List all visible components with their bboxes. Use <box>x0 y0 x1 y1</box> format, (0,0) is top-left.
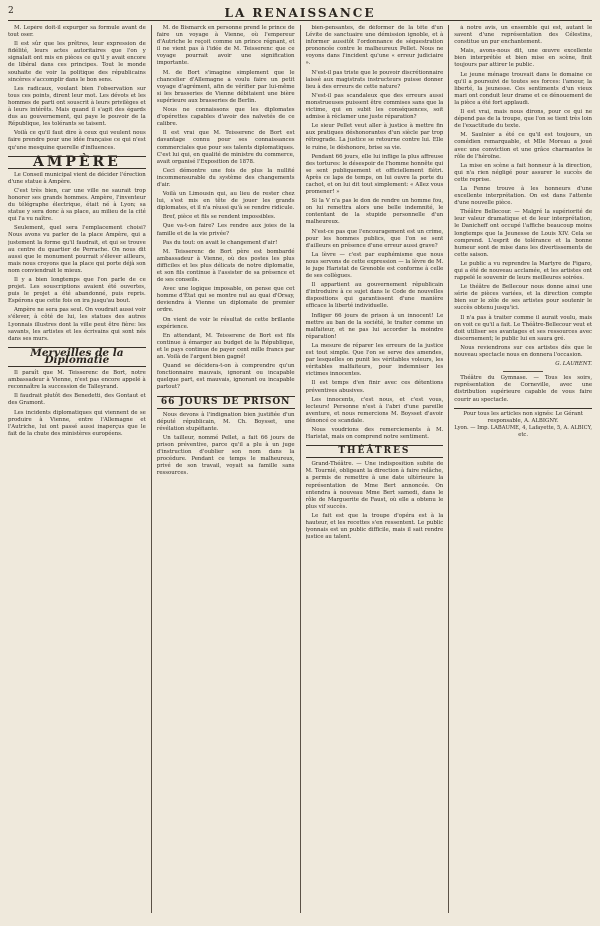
article-text: Il est vrai que M. Teisserenc de Bort est davantage connu pour ses connaissances commerciales que pour ses talents diplomatiques. C'est lui qui, en qualité de ministre du commerce, avait organisé l'Exposition de 1878. <box>156 130 295 165</box>
column-divider <box>300 25 301 913</box>
article-text: Voilà un Limousin qui, au lieu de rester chez lui, s'est mis en tête de jouer les grands diplomates, et il n'a réussi qu'à se rendre ridicule. <box>156 191 295 212</box>
article-text: Il paraît que M. Teisserenc de Bort, notre ambassadeur à Vienne, n'est pas encore appelé à reconnaître la succession de Talleyrand. <box>8 370 146 391</box>
article-text: Si la V n'a pas le don de rendre un homme fou, on lui remettra alors une belle indemnité, le contentant de la stupide personnelle d'un malheureux. <box>305 198 444 226</box>
article-text: à notre avis, un ensemble qui est, autant le savent d'une représentation des Célestins, constitue un pur enchantement. <box>454 25 593 46</box>
article-text: Avec une logique imposable, on pense que cet homme d'État qui se montre nul au quai d'Orsay, deviendra à Vienne un diplomate de premier ordre. <box>156 286 295 314</box>
article-text: La Fenne trouve à les honneurs d'une excellente interprétation. On est dans l'attente d'une nouvelle pièce. <box>454 185 593 207</box>
article-text: Il y a bien longtemps que l'on parle de ce projet. Les souscriptions avaient été ouvertes, puis le projet a été abandonné, puis repris. Espérons que cette fois on ira jusqu'au bout. <box>8 277 146 305</box>
article-text: Que va-t-on faire? Les rendre aux joies de la famille et de la vie privée? <box>156 223 295 237</box>
column-divider <box>151 25 152 913</box>
article-text: Pendant 66 jours, elle lui inflige la plus affreuse des tortures: le désespoir de l'homme honnête qui se sent publiquement et officiellement flétri. Après ce laps de temps, on lui ouvre la porte du cachot, et on lui dit tout simplement: « Allez vous promener! » <box>305 153 444 196</box>
article-text: Le fait est que la troupe d'opéra est à la hauteur, et les recettes s'en ressentent. Le public lyonnais est un public difficile, mais il sait rendre justice au talent. <box>305 512 444 541</box>
article-text: Pas du tout: on avait le changement d'air! <box>162 239 278 246</box>
article-text: Les innocents, c'est nous, et c'est vous, lecteurs! Personne n'est à l'abri d'une pareille aventure, et nous remercions M. Boysset d'avoir dénoncé ce scandale. <box>305 396 444 424</box>
column-4 <box>454 25 592 913</box>
article-text: Grand-Théâtre. — Une indisposition subite de M. Tournié, obligeant la direction à faire relâche, a permis de remettre à une date ultérieure la représentation de Mme Bert annoncée. On entendra à nouveau Mme Bert samedi, dans le rôle de Marguerite de Faust, où elle a obtenu le plus vif succès. <box>305 461 444 510</box>
article-text: N'est-il pas triste que le pouvoir discrétionnaire laissé aux magistrats instructeurs puisse donner lieu à des erreurs de cette nature? <box>305 69 444 90</box>
article-text: Ceci démontre une fois de plus la nullité incommensurable du système des changements d'air. <box>156 167 295 188</box>
column-1 <box>8 25 146 913</box>
article-text: C'est très bien, car une ville ne saurait trop honorer ses grands hommes. Ampère, l'inventeur du télégraphe électrique, était né à Lyon; sa statue y sera donc à sa place, au milieu de la cité qui l'a vu naître. <box>8 187 146 223</box>
article-text: Le Conseil municipal vient de décider l'érection d'une statue à Ampère. <box>8 171 146 185</box>
article-text: La mise en scène a fait honneur à la direction, qui n'a rien négligé pour assurer le succès de cette reprise. <box>454 162 593 183</box>
article-text: En attendant, M. Teisserenc de Bort est fils continue à émarger au budget de la République, et le pays continue de payer cent mille francs par an. Voilà de l'argent bien gagné! <box>156 332 295 361</box>
article-text: Il est vrai, mais nous dirons, pour ce qui ne dépend pas de la troupe, que l'on se tient très loin de l'exactitude du texte. <box>454 109 593 130</box>
article-text: Voilà ce qu'il faut dire à ceux qui veulent nous faire prendre pour une idée française ce qui n'est qu'une mesquine querelle d'influences. <box>8 130 146 151</box>
article-text: Il est sûr que les prêtres, leur expression de fidélité, leurs actes autoritaires que l'on y signalait ont mis en pièces ce qu'il y avait encore de libéral dans ces principes. Tout le monde souhaite de voir la politique des républicains sincères s'accomplir dans le bon sens. <box>8 41 146 83</box>
divider <box>503 371 543 372</box>
columns <box>8 25 592 913</box>
heading-theatres: THÉÂTRES <box>306 445 444 458</box>
column-3 <box>306 25 444 913</box>
article-text: Infliger 66 jours de prison à un innocent! Le mettre au ban de la société, le traiter comme un malfaiteur, et ne pas lui accorder la moindre réparation! <box>305 312 444 340</box>
article-text: Nous ne connaissons que les diplomates d'opérettes capables d'avoir des naïvetés de ce calibre. <box>156 107 295 128</box>
column-2 <box>157 25 295 913</box>
article-text: La lèvre — c'est par euphémisme que nous nous servons de cette expression — la lèvre de M. le juge Haristat de Grenoble est conforme à celle de ses collègues. <box>305 251 444 280</box>
article-text: N'est-ce pas que l'encouragement est un crime, pour les hommes publics, que l'on se sent d'ailleurs en présence d'une erreur aussi grave? <box>305 228 444 249</box>
article-text: Il n'a pas à traiter comme il aurait voulu, mais on voit ce qu'il a fait. Le Théâtre-Bellecour veut et doit utiliser ses avantages et ses ressources avec discernement; le public lui en saura gré. <box>454 314 593 342</box>
article-text: Mais, avons-nous dit, une œuvre excellente bien interprétée et bien mise en scène, finit toujours par attirer le public. <box>454 48 593 69</box>
heading-ampere: AMPÈRE <box>8 156 146 169</box>
imprint-line: Lyon. — Imp. LABAUME, 4, Lafayette, 5, A. ALBICY, etc. <box>454 424 593 438</box>
article-text: Il faudrait plutôt des Benedetti, des Gontaut et des Gramont. <box>8 393 146 407</box>
article-text: Nous voudrions des remerciements à M. Haristat, mais on comprend notre sentiment. <box>305 426 444 441</box>
article-text: M. Lepère doit-il expurger sa formule avant de tout oser. <box>8 25 146 39</box>
article-text: La mesure de réparer les erreurs de la justice est tout simple. Que l'on se serve des amendes, par lesquelles on punit les véritables voleurs, les véritables malfaiteurs, pour indemniser les victimes innocentes. <box>305 342 444 378</box>
article-text: Théâtre Bellecour. — Malgré la supériorité de leur valeur dramatique et de leur interprétation, le Danicheff ont occupé l'affiche beaucoup moins longtemps que la Jeunesse de Louis XIV. Cela se comprend. L'esprit de tolérance et la bonne humeur sont de mise dans les divertissements de cette saison. <box>454 209 593 258</box>
article-text: Un tailleur, nommé Pellet, a fait 66 jours de prison préventive, parce qu'il a plu à un juge d'instruction d'oublier son nom dans la procédure. Pendant ce temps le malheureux, privé de son travail, voyait sa famille sans ressources. <box>156 434 295 477</box>
article-text: M. de Bort s'imagine simplement que le chancelier d'Allemagne a voulu faire un petit voyage d'agrément, afin de vérifier par lui-même si les brasseries de Vienne débitaient une bière supérieure aux brasseries de Berlin. <box>156 69 295 104</box>
column-divider <box>448 25 449 913</box>
article-text: M. Saulnier a été ce qu'il est toujours, un comédien remarquable, et Mlle Moreau a joué avec une conviction et une grâce charmantes le rôle de l'héroïne. <box>454 132 593 160</box>
article-text: Le public a vu reprendre la Martyre de Figaro, qui a été de nouveau acclamée, et les artistes ont rappelé le souvenir de leurs meilleures soirées. <box>454 260 593 282</box>
article-text: Nous devons à l'indignation bien justifiée d'un député républicain, M. Ch. Boysset, une révélation stupéfiante. <box>156 411 295 432</box>
article-text: Les radicaux, voulant bien l'observation sur tous ces points, dirent leur mot. Les dévots et les hommes de parti ont souscrit à leurs privilèges et à leurs intérêts. Mais quand il s'agit des égards dus au gouvernement, qui paye le pouvoir de la République, les tolérants se taisent. <box>8 85 146 128</box>
page-number: 2 <box>8 6 14 16</box>
gerant-note: Pour tous les articles non signés: Le Gérant responsable, A. ALBIGNY. <box>454 408 592 425</box>
article-text: Il est temps d'en finir avec ces détentions préventives abusives. <box>305 380 444 394</box>
article-text: Le théâtre de Bellecour nous donne ainsi une série de pièces variées, et la direction compte bien sur le zèle de ses artistes pour soutenir le succès obtenu jusqu'ici. <box>454 284 593 312</box>
article-text: Le sieur Pellet veut aller à justice à mettre fin aux pratiques déshonorantes d'un siècle par trop rétrograde. La justice se retourne contre lui. Elle le ruine, le déshonore, brise sa vie. <box>305 123 444 151</box>
article-text: Nous reviendrons sur ces artistes dès que le nouveau spectacle nous en donnera l'occasion. <box>454 344 593 359</box>
article-text: bien-pensantes, de déformer de la tête d'un Lévite de sanctuaire une démission ignoble, et à informer aussitôt l'ordonnance de séquestration prononcée contre le malheureux Pellet. Nous ne voyons dans l'incident qu'une « erreur judiciaire ». <box>305 25 444 67</box>
article-text: Ampère ne sera pas seul. On voudrait aussi voir s'élever, à côté de lui, les statues des autres Lyonnais illustres dont la ville peut être fière: les savants, les artistes et les écrivains qui sont nés dans ses murs. <box>8 307 146 342</box>
heading-merveilles-diplomatie: Merveilles de la Diplomatie <box>8 347 146 367</box>
article-text: Les incidents diplomatiques qui viennent de se produire à Vienne, entre l'Allemagne et l'Autriche, lui ont passé aussi inaperçus que le fait de la chute des ministères européens. <box>8 409 146 437</box>
article-text: Quand se décidera-t-on à comprendre qu'un fonctionnaire mauvais, ignorant ou incapable quelque part, est mauvais, ignorant ou incapable partout? <box>156 363 295 391</box>
article-text: Le jeune ménage trouvait dans le domaine ce qu'il a poursuivi de toutes ses forces: l'amour, la liberté, la jeunesse. Ces sentiments d'un vieux mari ont conduit leur drame et ce dénouement de la pièce a été fort applaudi. <box>454 71 593 106</box>
article-text: M. de Bismarck en personne prend le prince de faire un voyage à Vienne, où l'empereur d'Autriche le reçoit comme un prince régnant, et il ne vient pas à l'idée de M. Teisserenc que ce voyage pourrait avoir une signification importante. <box>156 25 295 67</box>
article-text: N'est-il pas scandaleux que des erreurs aussi monstrueuses puissent être commises sans que la victime, qui en subit les conséquences, soit admise à réclamer une juste réparation? <box>305 92 444 121</box>
article-text: Il appartient au gouvernement républicain d'introduire à ce sujet dans le Code de nouvelles dispositions qui garantissent d'une manière efficace la liberté individuelle. <box>305 282 444 310</box>
article-text: Bref, pièce et fils se rendent impossibles. <box>162 214 276 221</box>
signature: G. LAURENT. <box>555 361 593 368</box>
heading-66-jours-de-prison: 66 JOURS DE PRISON <box>157 396 295 409</box>
masthead: LA RENAISSANCE <box>8 6 592 21</box>
article-text: M. Teisserenc de Bort père est bombardé ambassadeur à Vienne, où des postes les plus difficiles et les plus délicats de notre diplomatie, et son fils continue à l'assister de sa présence et de ses conseils. <box>156 248 295 284</box>
article-text: Seulement, quel sera l'emplacement choisi? Nous avons vu parler de la place Ampère, qui a justement la forme qu'il faudrait, et qui se trouve au centre du quartier de Perrache. On nous dit aussi que le monument pourrait s'élever ailleurs, mais nous croyons que la place qui porte déjà son nom conviendrait le mieux. <box>8 225 146 274</box>
article-text: Théâtre du Gymnase. — Tous les soirs, représentation de Corneville, avec une distribution supérieure capable de vous faire courir au spectacle. <box>454 375 593 403</box>
article-text: On vient de voir le résultat de cette brillante expérience. <box>156 316 295 330</box>
